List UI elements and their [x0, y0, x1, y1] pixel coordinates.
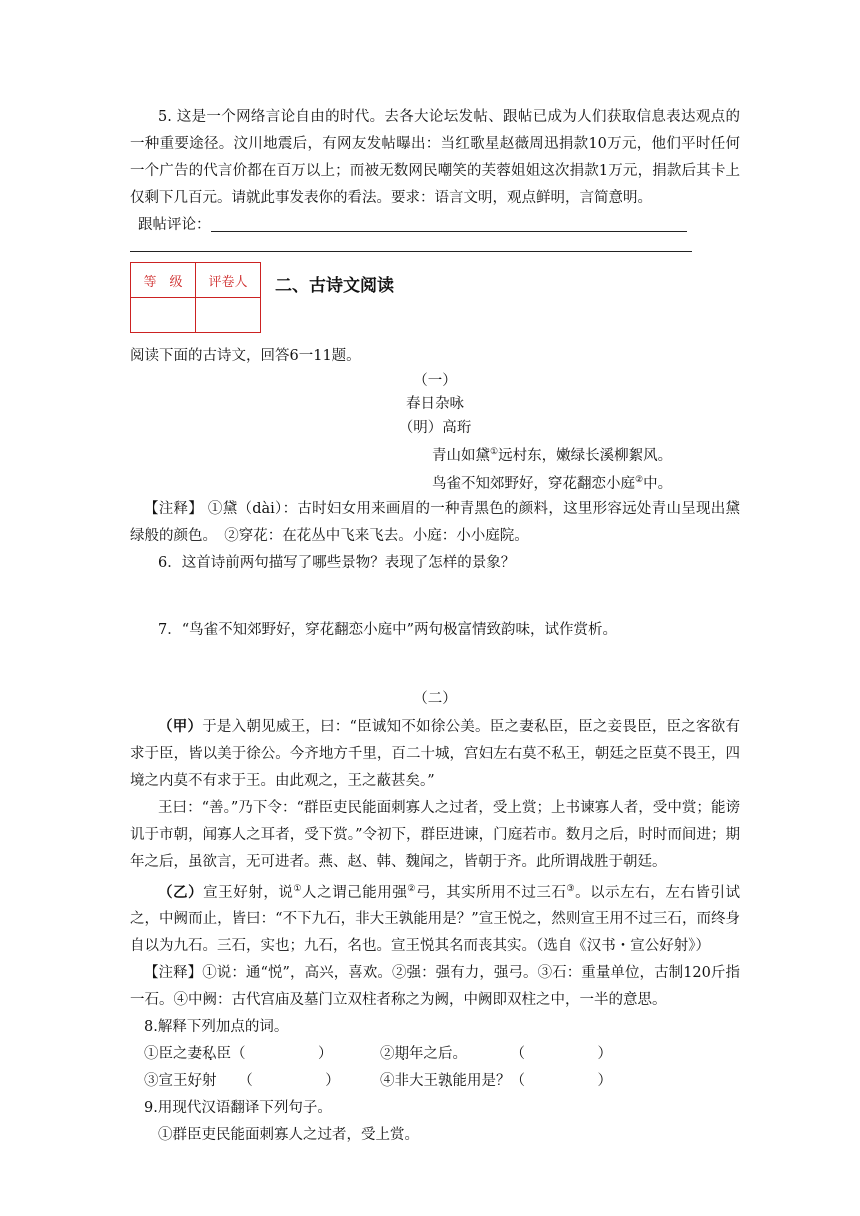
- label-jia: （甲）: [158, 717, 203, 735]
- answer-space[interactable]: [130, 577, 740, 617]
- q8-item: ①臣之妻私臣（ ）: [144, 1046, 333, 1063]
- poem-author: （明）高珩: [398, 420, 472, 436]
- answer-space[interactable]: [130, 644, 740, 686]
- poem-line-2: 鸟雀不知郊野好，穿花翻恋小庭②中。: [432, 474, 673, 492]
- question-7: 7．“鸟雀不知郊野好，穿花翻恋小庭中”两句极富情致韵味，试作赏析。: [158, 621, 618, 638]
- question-9-1: ①群臣吏民能面刺寡人之过者，受上赏。: [158, 1127, 419, 1144]
- section-intro: 阅读下面的古诗文，回答6一11题。: [130, 348, 361, 364]
- q8-item: ②期年之后。 （ ）: [380, 1046, 612, 1063]
- passage-note: 【注释】①说：通“悦”，高兴，喜欢。②强：强有力，强弓。③石：重量单位，古制120斤指一石。④中阙：古代宫庙及墓门立双柱者称之为阙，中阙即双柱之中，一半的意思。: [130, 965, 740, 1009]
- q8-row-1: [130, 1041, 740, 1068]
- poem-title: 春日杂咏: [406, 396, 464, 412]
- section-header: [130, 262, 740, 333]
- q8-item: ④非大王孰能用是？（ ）: [380, 1073, 612, 1090]
- label-yi: （乙）: [158, 883, 204, 901]
- grade-label: 等 级: [131, 263, 196, 298]
- q8-item: ③宣王好射 （ ）: [144, 1073, 340, 1090]
- q8-row-2: [130, 1068, 740, 1095]
- question-8: 8.解释下列加点的词。: [144, 1019, 289, 1036]
- part2-heading: （二）: [413, 690, 457, 707]
- comment-label: 跟帖评论：: [138, 217, 211, 233]
- section-title: 二、古诗文阅读: [275, 276, 394, 296]
- part1-heading: （一）: [413, 373, 457, 389]
- answer-blank-line-2[interactable]: [130, 239, 692, 252]
- poem-note: 【注释】 ①黛（dài）：古时妇女用来画眉的一种青黑色的颜料，这里形容远处青山呈现出黛绿般的颜色。 ②穿花：在花丛中飞来飞去。小庭：小小庭院。: [130, 500, 740, 544]
- grade-cell[interactable]: [131, 298, 196, 333]
- passage-yi: （乙）宣王好射，说①人之谓己能用强②弓，其实所用不过三石③。以示左右，左右皆引试之，中阙而止，皆曰：“不下九石，非大王孰能用是？”宣王悦之，然则宣王用不过三石，而终身自以为九石。三石，实也；九石，名也。宣王悦其名而丧其实。（选自《汉书・宣公好射》）: [130, 883, 741, 955]
- passage-jia-1: （甲）于是入朝见威王，曰：“臣诚知不如徐公美。臣之妻私臣，臣之妾畏臣，臣之客欲有求于臣，皆以美于徐公。今齐地方千里，百二十城，宫妇左右莫不私王，朝廷之臣莫不畏王，四境之内莫不有求于王。由此观之，王之蔽甚矣。”: [130, 717, 740, 789]
- poem-line-1: 青山如黛①远村东，嫩绿长溪柳絮风。: [432, 447, 673, 464]
- passage-jia-2: 王曰：“善。”乃下令：“群臣吏民能面刺寡人之过者，受上赏；上书谏寡人者，受中赏；能谤讥于市朝，闻寡人之耳者，受下赏。”令初下，群臣进谏，门庭若市。数月之后，时时而间进；期年之后，虽欲言，无可进者。燕、赵、韩、魏闻之，皆朝于齐。此所谓战胜于朝廷。: [130, 799, 740, 870]
- question-9: 9.用现代汉语翻译下列句子。: [144, 1100, 332, 1117]
- grader-cell[interactable]: [196, 298, 261, 333]
- document-page: [130, 104, 740, 1149]
- comment-line: [130, 212, 740, 239]
- answer-blank-line[interactable]: [211, 215, 687, 232]
- grader-label: 评卷人: [196, 263, 261, 298]
- question-6: 6．这首诗前两句描写了哪些景物？表现了怎样的景象？: [158, 554, 516, 571]
- grade-table: [130, 262, 261, 333]
- question-5: 5. 这是一个网络言论自由的时代。去各大论坛发帖、跟帖已成为人们获取信息表达观点的一种重要途径。汶川地震后，有网友发帖曝出：当红歌星赵薇周迅捐款10万元，他们平时任何一个广告的代言价都在百万以上；而被无数网民嘲笑的芙蓉姐姐这次捐款1万元，捐款后其卡上仅剩下几百元。请就此事发表你的看法。要求：语言文明，观点鲜明，言简意明。: [130, 109, 740, 206]
